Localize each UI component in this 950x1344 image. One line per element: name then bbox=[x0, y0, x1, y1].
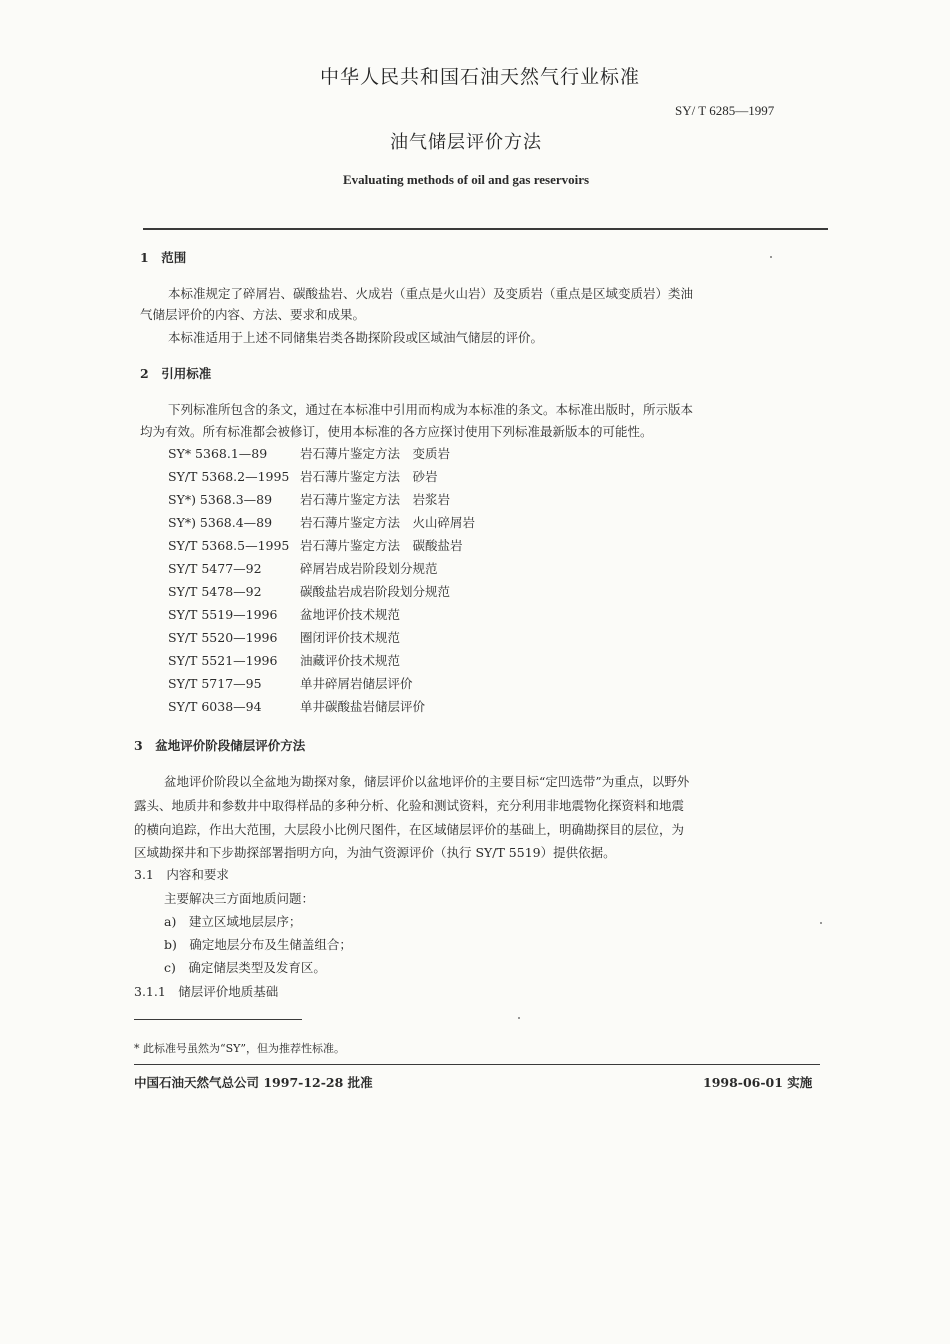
document-title: 油气储层评价方法 bbox=[390, 132, 542, 153]
effective-date: 1998-06-01 实施 bbox=[703, 1075, 813, 1090]
reference-item bbox=[168, 674, 475, 697]
reference-title: 岩石薄片鉴定方法 碳酸盐岩 bbox=[300, 538, 463, 553]
reference-code: SY*) 5368.3—89 bbox=[168, 492, 273, 507]
footnote: * 此标准号虽然为“SY”，但为推荐性标准。 bbox=[134, 1042, 346, 1055]
subsection-3-1-1-heading: 3.1.1 储层评价地质基础 bbox=[134, 984, 279, 999]
section-2-intro-line: 均为有效。所有标准都会被修订，使用本标准的各方应探讨使用下列标准最新版本的可能性。 bbox=[140, 424, 653, 439]
section-2-intro-line: 下列标准所包含的条文，通过在本标准中引用而构成为本标准的条文。本标准出版时，所示版本 bbox=[168, 402, 694, 417]
reference-title: 圈闭评价技术规范 bbox=[300, 630, 401, 645]
section-2-heading: 2 引用标准 bbox=[140, 366, 212, 381]
section-3-paragraph-line: 区域勘探井和下步勘探部署指明方向，为油气资源评价（执行 SY/T 5519）提供依据。 bbox=[134, 845, 616, 860]
section-3-heading: 3 盆地评价阶段储层评价方法 bbox=[134, 738, 306, 753]
title-divider bbox=[143, 228, 828, 230]
reference-item bbox=[168, 559, 475, 582]
reference-title: 盆地评价技术规范 bbox=[300, 607, 401, 622]
reference-title: 碳酸盐岩成岩阶段划分规范 bbox=[300, 584, 451, 599]
list-item: a) 建立区域地层层序； bbox=[164, 914, 302, 929]
subsection-3-1-heading: 3.1 内容和要求 bbox=[134, 867, 229, 882]
reference-item bbox=[168, 490, 475, 513]
reference-code: SY/T 5519—1996 bbox=[168, 607, 278, 622]
reference-title: 单井碎屑岩储层评价 bbox=[300, 676, 413, 691]
reference-code: SY/T 5477—92 bbox=[168, 561, 262, 576]
section-3-paragraph-line: 露头、地质井和参数井中取得样品的多种分析、化验和测试资料，充分利用非地震物化探资料和地震 bbox=[134, 798, 685, 813]
scan-speck bbox=[518, 1017, 520, 1019]
document-title-english: Evaluating methods of oil and gas reservoirs bbox=[343, 172, 590, 187]
section-1-paragraph-line: 本标准规定了碎屑岩、碳酸盐岩、火成岩（重点是火山岩）及变质岩（重点是区域变质岩）类油 bbox=[168, 286, 694, 301]
section-1-paragraph: 本标准适用于上述不同储集岩类各勘探阶段或区域油气储层的评价。 bbox=[168, 330, 544, 345]
reference-code: SY/T 5478—92 bbox=[168, 584, 262, 599]
section-3-paragraph-line: 的横向追踪，作出大范围，大层段小比例尺图件，在区域储层评价的基础上，明确勘探目的层位，为 bbox=[134, 822, 685, 837]
reference-item bbox=[168, 605, 475, 628]
reference-code: SY/T 5368.2—1995 bbox=[168, 469, 290, 484]
footnote-divider bbox=[134, 1019, 302, 1020]
approval-date: 中国石油天然气总公司 1997-12-28 批准 bbox=[134, 1075, 373, 1090]
section-1-heading: 1 范围 bbox=[140, 250, 187, 265]
standard-code: SY/ T 6285—1997 bbox=[675, 103, 775, 118]
footer-divider bbox=[134, 1064, 820, 1065]
reference-item bbox=[168, 651, 475, 674]
reference-code: SY* 5368.1—89 bbox=[168, 446, 268, 461]
reference-code: SY/T 5520—1996 bbox=[168, 630, 278, 645]
reference-title: 碎屑岩成岩阶段划分规范 bbox=[300, 561, 438, 576]
reference-title: 岩石薄片鉴定方法 砂岩 bbox=[300, 469, 438, 484]
standard-authority: 中华人民共和国石油天然气行业标准 bbox=[320, 66, 641, 88]
reference-item bbox=[168, 697, 475, 720]
list-item: c) 确定储层类型及发育区。 bbox=[164, 960, 326, 975]
reference-item bbox=[168, 513, 475, 536]
reference-item bbox=[168, 628, 475, 651]
scan-speck bbox=[820, 922, 822, 924]
reference-title: 岩石薄片鉴定方法 岩浆岩 bbox=[300, 492, 451, 507]
subsection-intro: 主要解决三方面地质问题： bbox=[164, 891, 315, 906]
reference-title: 油藏评价技术规范 bbox=[300, 653, 401, 668]
reference-code: SY/T 5717—95 bbox=[168, 676, 262, 691]
reference-title: 单井碳酸盐岩储层评价 bbox=[300, 699, 426, 714]
reference-item bbox=[168, 536, 475, 559]
reference-code: SY/T 5368.5—1995 bbox=[168, 538, 290, 553]
reference-code: SY/T 5521—1996 bbox=[168, 653, 278, 668]
reference-item bbox=[168, 582, 475, 605]
reference-title: 岩石薄片鉴定方法 火山碎屑岩 bbox=[300, 515, 476, 530]
reference-code: SY/T 6038—94 bbox=[168, 699, 262, 714]
reference-title: 岩石薄片鉴定方法 变质岩 bbox=[300, 446, 451, 461]
section-3-paragraph-line: 盆地评价阶段以全盆地为勘探对象，储层评价以盆地评价的主要目标“定凹选带”为重点，以野外 bbox=[164, 774, 690, 789]
section-1-paragraph-line: 气储层评价的内容、方法、要求和成果。 bbox=[140, 307, 366, 322]
scan-speck bbox=[770, 256, 772, 258]
reference-item bbox=[168, 467, 475, 490]
reference-item bbox=[168, 444, 475, 467]
reference-code: SY*) 5368.4—89 bbox=[168, 515, 273, 530]
referenced-standards-list bbox=[168, 444, 475, 720]
list-item: b) 确定地层分布及生储盖组合； bbox=[164, 937, 352, 952]
